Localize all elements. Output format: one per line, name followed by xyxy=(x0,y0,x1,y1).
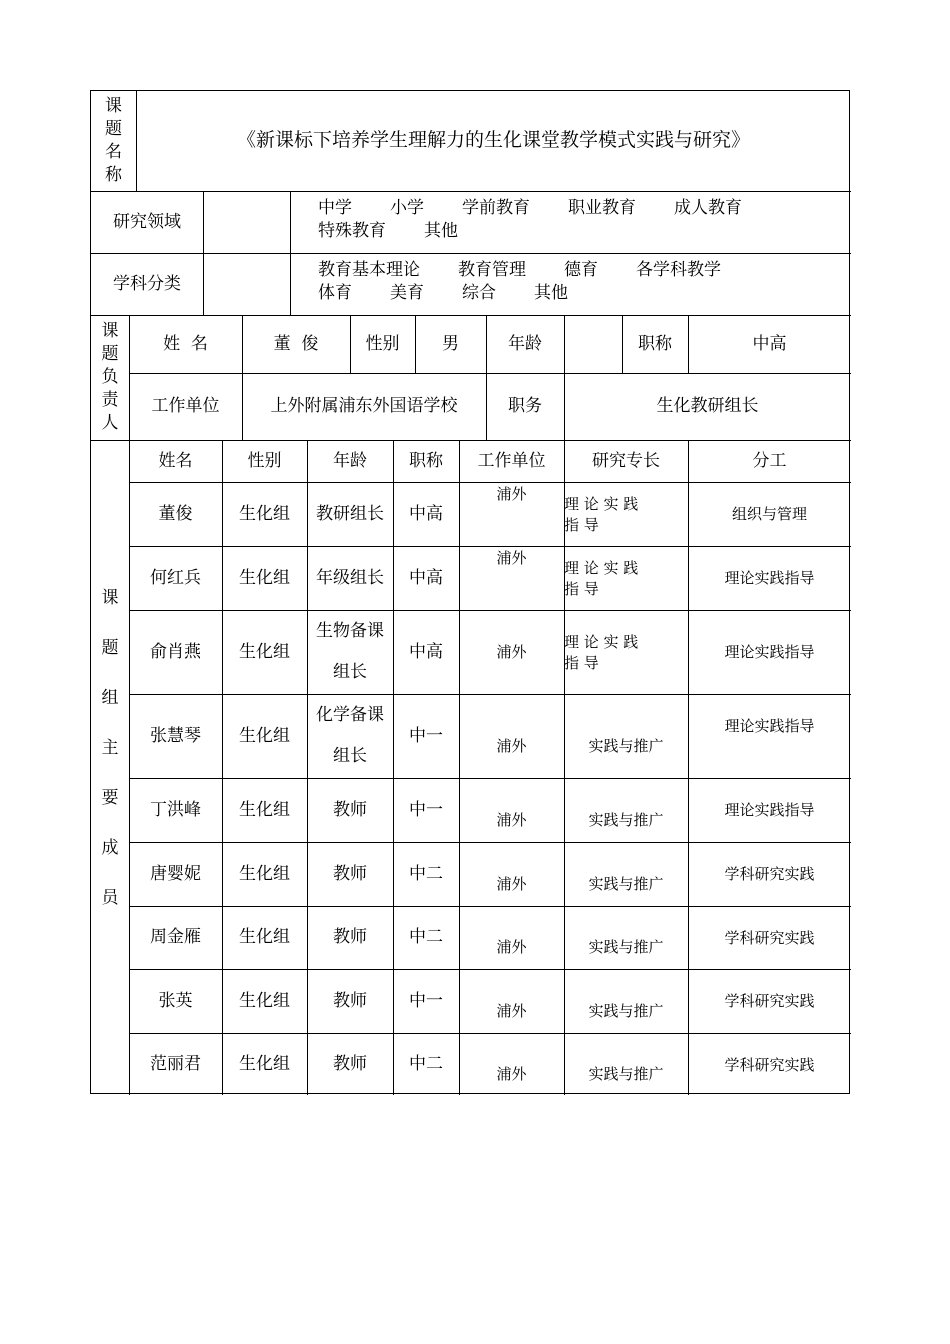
member-age xyxy=(307,694,393,778)
option-special[interactable]: 特殊教育 xyxy=(318,220,386,241)
member-role: 理论实践指导 xyxy=(724,801,815,819)
member-role: 组织与管理 xyxy=(731,504,807,523)
member-title: 中二 xyxy=(409,863,443,884)
member-expertise xyxy=(564,694,688,778)
member-age xyxy=(307,546,393,610)
leader-title-label: 职称 xyxy=(638,333,672,354)
member-age-line: 化学备课 xyxy=(316,705,384,726)
member-unit: 浦外 xyxy=(496,874,527,893)
member-expertise xyxy=(564,906,688,969)
member-gender: 生化组 xyxy=(239,927,290,948)
member-gender: 生化组 xyxy=(239,567,290,588)
member-role: 学科研究实践 xyxy=(724,865,815,883)
member-age-line: 组长 xyxy=(333,662,367,682)
member-name: 何红兵 xyxy=(150,567,201,588)
header-name: 姓名 xyxy=(158,450,193,471)
member-gender: 生化组 xyxy=(239,990,290,1011)
member-name: 张慧琴 xyxy=(150,725,201,746)
member-name: 范丽君 xyxy=(150,1053,201,1074)
option-comprehensive[interactable]: 综合 xyxy=(462,282,496,303)
member-expertise xyxy=(564,969,688,1033)
leader-name-label: 姓 名 xyxy=(163,333,208,354)
option-other-subject[interactable]: 其他 xyxy=(534,282,568,303)
member-unit: 浦外 xyxy=(496,736,527,755)
member-age xyxy=(307,482,393,546)
member-age-line: 组长 xyxy=(333,746,367,766)
leader-workplace-label: 工作单位 xyxy=(151,396,220,417)
member-name: 唐婴妮 xyxy=(150,863,201,884)
member-role: 理论实践指导 xyxy=(724,642,815,661)
header-gender: 性别 xyxy=(247,450,282,471)
member-expertise xyxy=(564,546,688,610)
member-expertise-line: 指 导 xyxy=(564,516,599,534)
member-role: 理论实践指导 xyxy=(724,717,815,735)
option-subject-teaching[interactable]: 各学科教学 xyxy=(636,260,721,280)
leader-age-label: 年龄 xyxy=(508,333,542,354)
member-age-line: 年级组长 xyxy=(316,567,384,588)
member-name: 董俊 xyxy=(158,503,193,524)
member-age xyxy=(307,778,393,842)
option-art[interactable]: 美育 xyxy=(390,282,424,303)
project-title: 《新课标下培养学生理解力的生化课堂教学模式实践与研究》 xyxy=(236,129,750,152)
member-name: 俞肖燕 xyxy=(150,641,201,662)
member-role: 学科研究实践 xyxy=(724,929,815,947)
leader-workplace: 上外附属浦东外国语学校 xyxy=(270,396,458,417)
member-age-line: 教师 xyxy=(333,799,367,820)
member-age xyxy=(307,1033,393,1095)
research-field-label: 研究领域 xyxy=(113,211,181,232)
member-gender: 生化组 xyxy=(239,725,290,746)
option-vocational[interactable]: 职业教育 xyxy=(568,198,636,218)
option-adult[interactable]: 成人教育 xyxy=(674,198,742,218)
member-name: 张英 xyxy=(158,990,193,1011)
leader-section-label: 课 题 负 责 人 xyxy=(101,321,119,433)
member-age-line: 教师 xyxy=(333,990,367,1011)
option-management[interactable]: 教育管理 xyxy=(458,260,526,280)
header-role: 分工 xyxy=(752,450,787,471)
option-moral[interactable]: 德育 xyxy=(564,260,598,280)
member-expertise-line: 实践与推广 xyxy=(588,736,664,755)
member-expertise-line: 理 论 实 践 xyxy=(564,633,639,651)
member-age-line: 教师 xyxy=(333,863,367,884)
header-unit: 工作单位 xyxy=(477,450,546,471)
member-expertise-line: 理 论 实 践 xyxy=(564,559,639,577)
application-form xyxy=(90,90,850,1094)
member-title: 中二 xyxy=(409,1053,443,1074)
member-title: 中一 xyxy=(409,990,443,1011)
member-name: 丁洪峰 xyxy=(150,799,201,820)
leader-gender: 男 xyxy=(442,333,459,354)
member-expertise xyxy=(564,778,688,842)
option-middle-school[interactable]: 中学 xyxy=(318,198,352,218)
subject-category-options xyxy=(290,253,851,315)
member-unit: 浦外 xyxy=(496,549,527,567)
leader-name: 董 俊 xyxy=(273,333,319,354)
member-age-line: 生物备课 xyxy=(316,621,384,642)
member-title: 中二 xyxy=(409,927,443,948)
member-gender: 生化组 xyxy=(239,799,290,820)
member-expertise xyxy=(564,610,688,694)
header-age: 年龄 xyxy=(333,450,367,471)
member-age xyxy=(307,610,393,694)
member-expertise-line: 实践与推广 xyxy=(588,1064,664,1083)
member-expertise xyxy=(564,1033,688,1095)
member-title: 中高 xyxy=(409,567,443,588)
subject-category-label: 学科分类 xyxy=(113,273,181,294)
option-primary-school[interactable]: 小学 xyxy=(390,198,424,218)
member-expertise-line: 实践与推广 xyxy=(588,810,664,829)
leader-position-label: 职务 xyxy=(508,396,542,417)
leader-title: 中高 xyxy=(752,333,787,354)
member-expertise-line: 实践与推广 xyxy=(588,874,664,893)
member-expertise-line: 实践与推广 xyxy=(588,938,664,957)
member-unit: 浦外 xyxy=(496,810,527,829)
member-unit: 浦外 xyxy=(496,938,527,957)
research-field-options xyxy=(290,191,851,253)
member-unit: 浦外 xyxy=(496,1064,527,1083)
header-title: 职称 xyxy=(409,450,443,471)
leader-age xyxy=(564,315,622,373)
member-gender: 生化组 xyxy=(239,863,290,884)
leader-position: 生化教研组长 xyxy=(656,396,759,417)
member-age xyxy=(307,969,393,1033)
member-role: 学科研究实践 xyxy=(724,992,815,1010)
member-expertise xyxy=(564,482,688,546)
member-title: 中高 xyxy=(409,641,443,662)
member-expertise-line: 实践与推广 xyxy=(588,1001,664,1020)
member-title: 中高 xyxy=(409,503,443,524)
option-basic-theory[interactable]: 教育基本理论 xyxy=(318,260,420,280)
member-expertise-line: 指 导 xyxy=(564,654,599,672)
option-other[interactable]: 其他 xyxy=(424,220,458,241)
header-expertise: 研究专长 xyxy=(592,450,660,471)
member-role: 理论实践指导 xyxy=(724,568,815,587)
member-unit: 浦外 xyxy=(496,485,527,503)
research-field-blank[interactable] xyxy=(203,191,290,253)
member-expertise-line: 理 论 实 践 xyxy=(564,495,639,513)
member-unit: 浦外 xyxy=(496,1001,527,1020)
members-section-label: 课 题 组 主 要 成 员 xyxy=(101,587,119,908)
member-title: 中一 xyxy=(409,725,443,746)
member-title: 中一 xyxy=(409,799,443,820)
member-unit: 浦外 xyxy=(496,642,527,661)
option-preschool[interactable]: 学前教育 xyxy=(462,198,530,218)
member-age-line: 教研组长 xyxy=(316,503,384,524)
member-expertise xyxy=(564,842,688,906)
member-expertise-line: 指 导 xyxy=(564,580,599,598)
member-name: 周金雁 xyxy=(150,927,201,948)
member-age xyxy=(307,842,393,906)
member-age xyxy=(307,906,393,969)
leader-gender-label: 性别 xyxy=(365,333,400,354)
option-pe[interactable]: 体育 xyxy=(318,282,352,303)
member-gender: 生化组 xyxy=(239,641,290,662)
member-role: 学科研究实践 xyxy=(724,1056,815,1074)
subject-category-blank[interactable] xyxy=(203,253,290,315)
member-gender: 生化组 xyxy=(239,503,290,524)
member-age-line: 教师 xyxy=(333,1053,367,1074)
title-label: 课 题 名 称 xyxy=(105,96,122,185)
member-age-line: 教师 xyxy=(333,927,367,948)
member-gender: 生化组 xyxy=(239,1053,290,1074)
